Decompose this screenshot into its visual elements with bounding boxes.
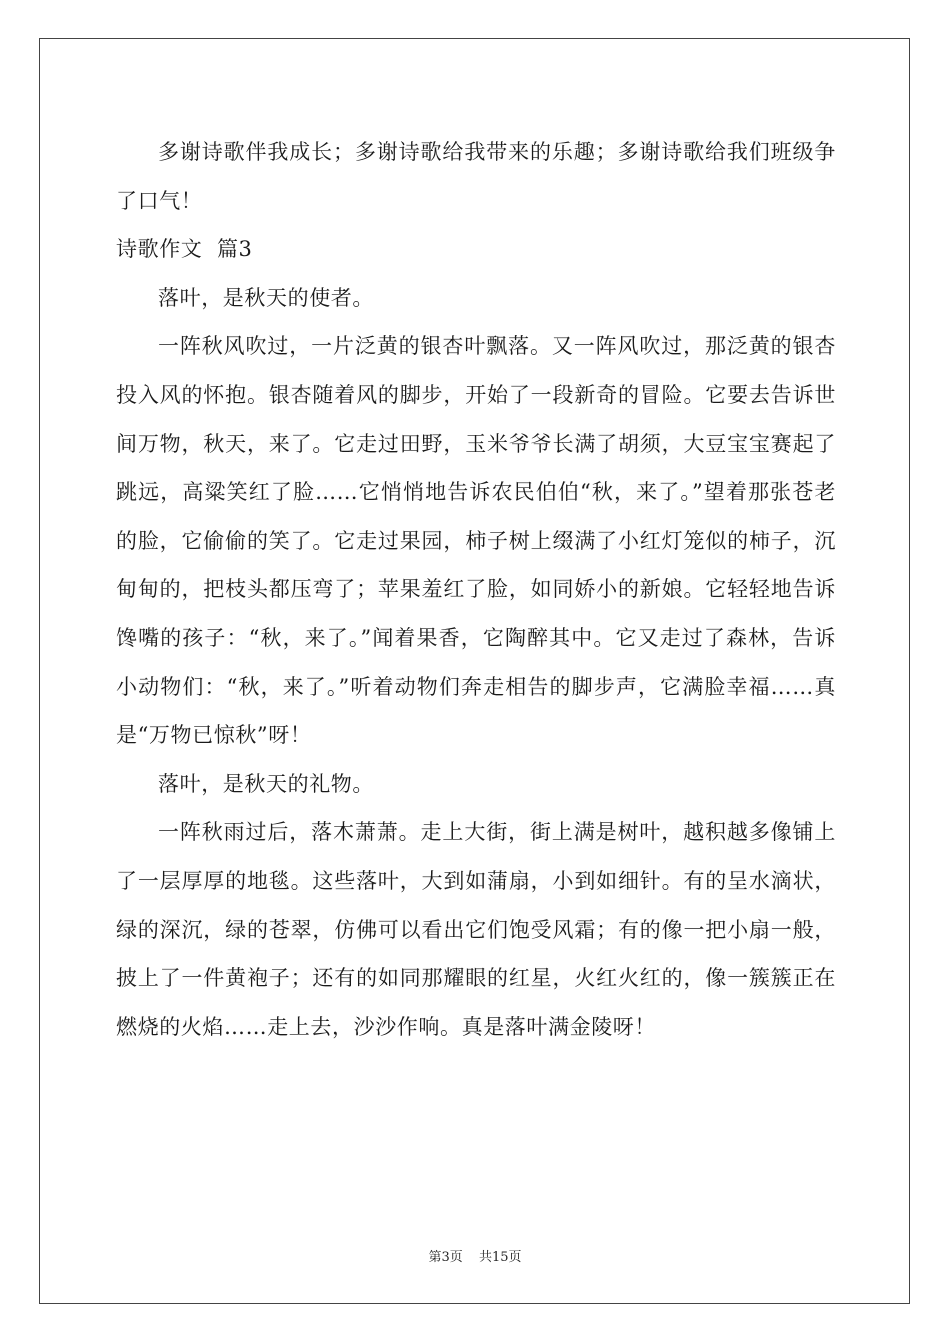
page-footer: [0, 1246, 950, 1265]
page-total: 共15页: [478, 1250, 522, 1265]
section-heading: 诗歌作文 篇3: [116, 237, 253, 262]
paragraph-4: 一阵秋雨过后，落木萧萧。走上大街，街上满是树叶，越积越多像铺上了一层厚厚的地毯。这些落叶，大到如蒲扇，小到如细针。有的呈水滴状，绿的深沉，绿的苍翠，仿佛可以看出它们饱受风霜；有的像一把小扇一般，披上了一件黄袍子；还有的如同那耀眼的红星，火红火红的，像一簇簇正在燃烧的火焰……走上去，沙沙作响。真是落叶满金陵呀！: [116, 820, 836, 1039]
document-body: [116, 128, 836, 1051]
page-number: 第3页: [428, 1250, 463, 1265]
paragraph-2: 一阵秋风吹过，一片泛黄的银杏叶飘落。又一阵风吹过，那泛黄的银杏投入风的怀抱。银杏随着风的脚步，开始了一段新奇的冒险。它要去告诉世间万物，秋天，来了。它走过田野，玉米爷爷长满了胡须，大豆宝宝赛起了跳远，高粱笑红了脸……它悄悄地告诉农民伯伯“秋，来了。”望着那张苍老的脸，它偷偷的笑了。它走过果园，柿子树上缀满了小红灯笼似的柿子，沉甸甸的，把枝头都压弯了；苹果羞红了脸，如同娇小的新娘。它轻轻地告诉馋嘴的孩子：“秋，来了。”闻着果香，它陶醉其中。它又走过了森林，告诉小动物们：“秋，来了。”听着动物们奔走相告的脚步声，它满脸幸福……真是“万物已惊秋”呀！: [116, 334, 836, 748]
paragraph-1: 落叶，是秋天的使者。: [158, 285, 374, 310]
paragraph-3: 落叶，是秋天的礼物。: [158, 771, 374, 796]
paragraph-intro: 多谢诗歌伴我成长；多谢诗歌给我带来的乐趣；多谢诗歌给我们班级争了口气！: [116, 140, 836, 213]
